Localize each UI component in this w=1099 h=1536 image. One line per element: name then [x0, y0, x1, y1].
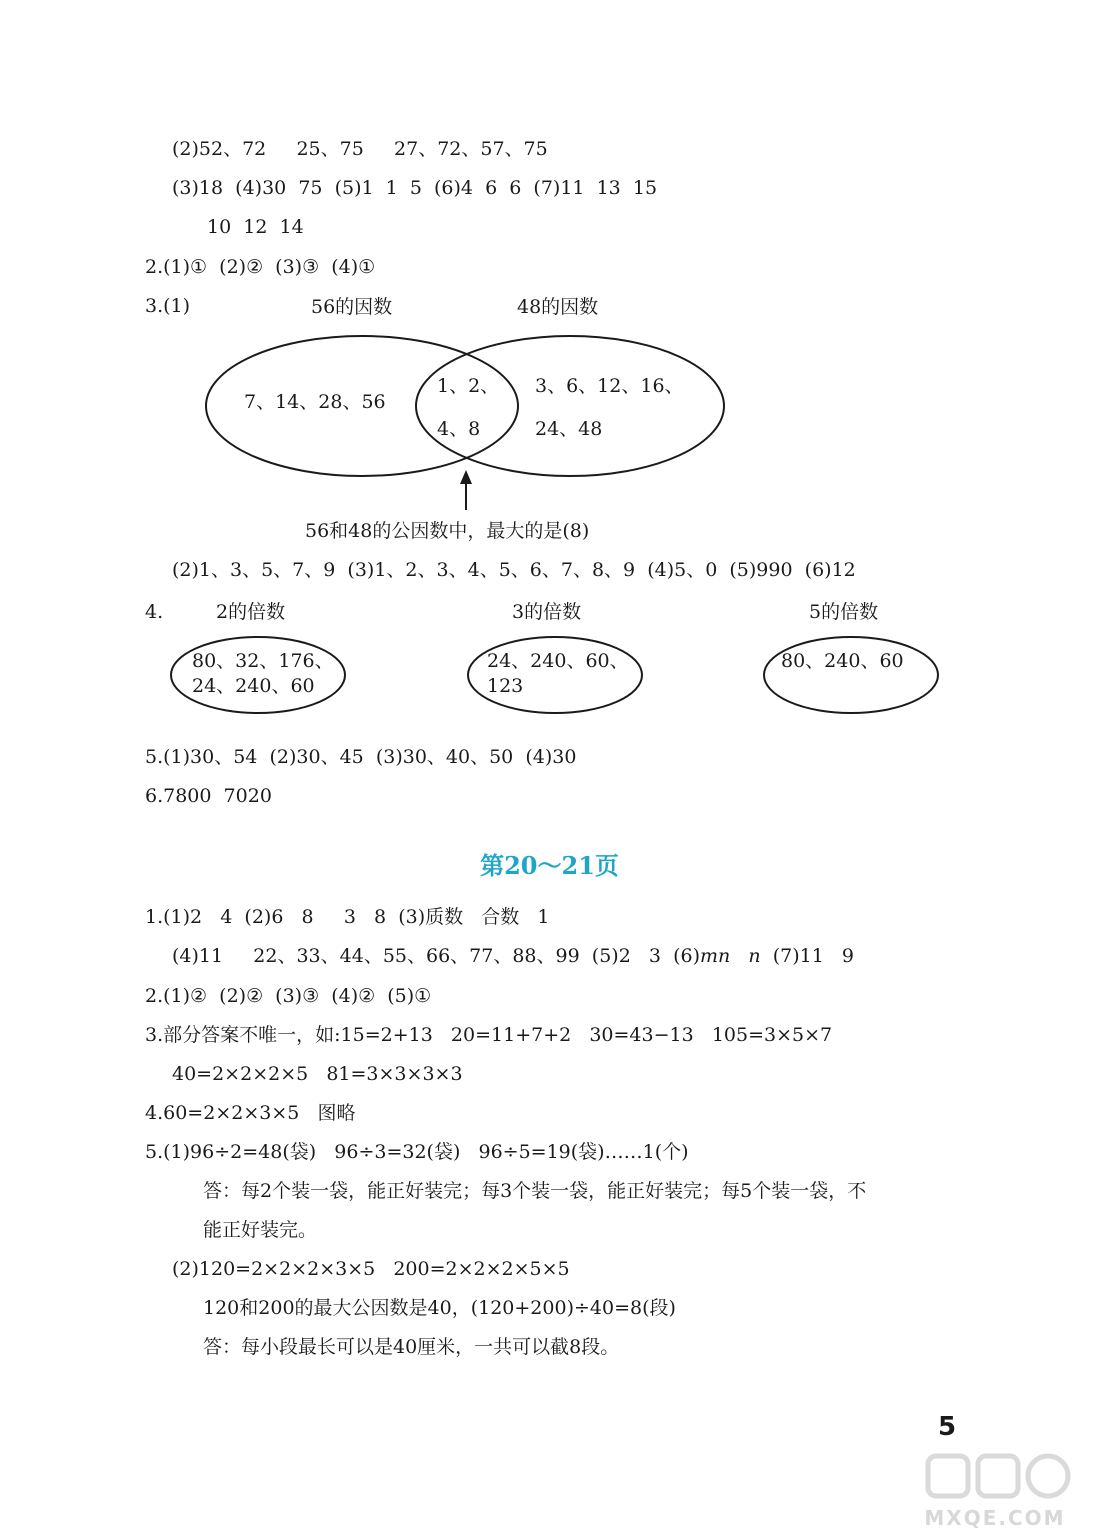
venn-right-line1: 3、6、12、16、: [535, 375, 684, 397]
multiples-5-title: 5的倍数: [809, 601, 879, 623]
answer-q3-2: (2)1、3、5、7、9 (3)1、2、3、4、5、6、7、8、9 (4)5、0 (5)990 (6)12: [172, 559, 856, 581]
venn-left-title: 56的因数: [311, 296, 393, 318]
watermark-logo: [900, 1450, 1090, 1530]
s2-q5-1-answer: 答：每2个装一袋，能正好装完；每3个装一袋，能正好装完；每5个装一袋，不: [203, 1180, 867, 1202]
s2-q1-cont-pre: (4)11 22、33、44、55、66、77、88、99 (5)2 3 (6): [172, 945, 700, 967]
s2-q1-mn: mn: [699, 945, 731, 967]
s2-q1: 1.(1)2 4 (2)6 8 3 8 (3)质数 合数 1: [145, 906, 550, 928]
answer-line-3-7: (3)18 (4)30 75 (5)1 1 5 (6)4 6 6 (7)11 13 15: [172, 177, 658, 199]
s2-q3: 3.部分答案不唯一，如:15=2+13 20=11+7+2 30=43−13 105=3×5×7: [145, 1024, 833, 1046]
section-title: 第20～21页: [480, 851, 619, 880]
multiples-3-title: 3的倍数: [512, 601, 582, 623]
answer-q4: 4.: [145, 601, 164, 623]
s2-q2: 2.(1)② (2)② (3)③ (4)② (5)①: [145, 985, 432, 1007]
answer-line-2-2: (2)52、72 25、75 27、72、57、75: [172, 138, 548, 160]
venn-right-line2: 24、48: [535, 418, 603, 440]
venn-right-ellipse: [416, 336, 724, 476]
venn-common-line1: 1、2、: [437, 375, 500, 397]
s2-q5-2-answer: 答：每小段最长可以是40厘米，一共可以截8段。: [203, 1336, 620, 1358]
multiples-2-line1: 80、32、176、: [192, 650, 334, 672]
s2-q3-cont: 40=2×2×2×5 81=3×3×3×3: [172, 1063, 463, 1085]
answer-q5: 5.(1)30、54 (2)30、45 (3)30、40、50 (4)30: [145, 746, 577, 768]
multiples-5-line1: 80、240、60: [781, 650, 904, 672]
venn-caption: 56和48的公因数中，最大的是(8): [305, 520, 590, 542]
multiples-3-line2: 123: [487, 675, 524, 697]
watermark-mark-icon: [900, 1450, 1090, 1506]
multiples-3-line1: 24、240、60、: [487, 650, 629, 672]
answer-q6: 6.7800 7020: [145, 785, 272, 807]
page-number: 5: [938, 1412, 957, 1442]
watermark-text: MXQE.COM: [924, 1506, 1066, 1530]
s2-q1-cont-post: (7)11 9: [772, 945, 855, 967]
answer-q2: 2.(1)① (2)② (3)③ (4)①: [145, 256, 376, 278]
multiples-2-title: 2的倍数: [216, 601, 286, 623]
s2-q5-2-calc: 120和200的最大公因数是40，(120+200)÷40=8(段): [203, 1297, 676, 1319]
s2-q5-1-answer-cont: 能正好装完。: [203, 1219, 318, 1241]
s2-q1-n: n: [748, 945, 761, 967]
arrow-head: [460, 470, 472, 484]
venn-right-title: 48的因数: [517, 296, 599, 318]
s2-q5-1: 5.(1)96÷2=48(袋) 96÷3=32(袋) 96÷5=19(袋)……1(个): [145, 1141, 689, 1163]
answer-q3-1: 3.(1): [145, 295, 191, 317]
multiples-2-line2: 24、240、60: [192, 675, 315, 697]
answer-line-7-cont: 10 12 14: [207, 216, 304, 238]
s2-q4: 4.60=2×2×3×5 图略: [145, 1102, 356, 1124]
s2-q1-cont: [172, 944, 854, 968]
venn-left-only: 7、14、28、56: [244, 391, 386, 413]
s2-q5-2: (2)120=2×2×2×3×5 200=2×2×2×5×5: [172, 1258, 570, 1280]
venn-common-line2: 4、8: [437, 418, 481, 440]
